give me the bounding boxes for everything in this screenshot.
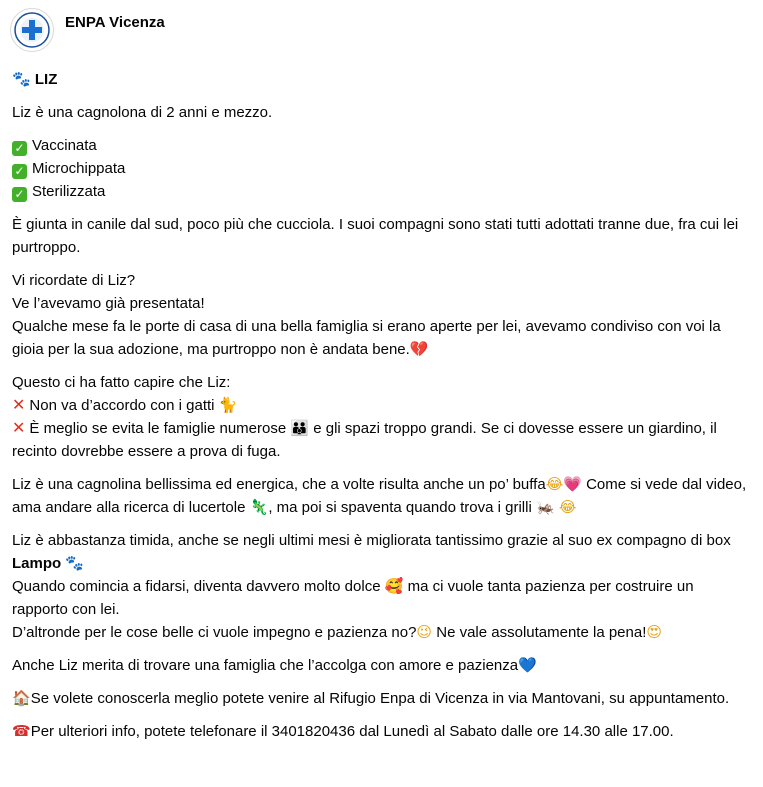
house-icon: 🏠 xyxy=(12,689,31,707)
paw-prints-icon: 🐾 xyxy=(12,70,31,88)
intro-text: Liz è una cagnolona di 2 anni e mezzo. xyxy=(12,104,273,121)
broken-heart-icon: 💔 xyxy=(409,340,429,358)
cricket-icon: 🦗 xyxy=(535,498,555,516)
shy-paragraph: Liz è abbastanza timida, anche se negli ultimi mesi è migliorata tantissimo grazie al suo ex compagno di box Lampo 🐾 Quando comincia a fidarsi, diventa davvero molto dolce 🥰 ma ci vuole tanta pazienza per costruire un rapporto con lei. D’altronde per le cose belle ci vuole impegno e pazienza no?😉 Ne vale assolutamente la pena!😍 xyxy=(12,532,731,641)
cross-mark-icon: ✕ xyxy=(12,397,26,414)
info-paragraph: ☎Per ulteriori info, potete telefonare il 3401820436 dal Lunedì al Sabato dalle ore 14.30 alle 17.00. xyxy=(12,722,674,740)
laughing-face-icon: 😂 xyxy=(558,498,577,516)
black-cat-icon: 🐈 xyxy=(218,396,238,414)
post-title-line xyxy=(12,68,752,91)
arrival-paragraph: È giunta in canile dal sud, poco più che cucciola. I suoi compagni sono stati tutti adottati tranne due, fra cui lei purtroppo. xyxy=(12,216,739,256)
page-name[interactable]: ENPA Vicenza xyxy=(65,14,165,31)
laughing-face-icon: 😂 xyxy=(545,475,564,493)
checklist xyxy=(12,134,752,203)
paw-prints-icon: 🐾 xyxy=(65,554,85,572)
checklist-item: ✓ Sterilizzata xyxy=(12,180,752,203)
visit-paragraph: 🏠Se volete conoscerla meglio potete venire al Rifugio Enpa di Vicenza in via Mantovani, su appuntamento. xyxy=(12,689,730,707)
winking-face-icon: 😉 xyxy=(416,623,433,641)
heart-eyes-face-icon: 😍 xyxy=(646,623,663,641)
smiling-face-with-hearts-icon: 🥰 xyxy=(384,577,404,595)
enpa-logo-icon xyxy=(14,12,50,48)
check-mark-icon: ✓ xyxy=(12,141,27,156)
remember-paragraph: Vi ricordate di Liz? Ve l’avevamo già presentata! Qualche mese fa le porte di casa di una bella famiglia si erano aperte per lei, avevamo condiviso con voi la gioia per la sua adozione, ma purtroppo non è andata bene.💔 xyxy=(12,272,721,358)
checklist-item: ✓ Vaccinata xyxy=(12,134,752,157)
post-body xyxy=(12,68,752,753)
pink-heart-icon: 💗 xyxy=(563,475,582,493)
learned-paragraph: Questo ci ha fatto capire che Liz: ✕ Non va d’accordo con i gatti 🐈 ✕ È meglio se evita le famiglie numerose 👪 e gli spazi troppo grandi. Se ci dovesse essere un giardino, il recinto dovrebbe essere a prova di fuga. xyxy=(12,374,717,460)
energetic-paragraph: Liz è una cagnolina bellissima ed energica, che a volte risulta anche un po’ buffa😂💗 Come si vede dal video, ama andare alla ricerca di lucertole 🦎, ma poi si spaventa quando trova i grilli 🦗 😂 xyxy=(12,475,747,516)
cross-mark-icon: ✕ xyxy=(12,420,26,437)
family-icon: 👪 xyxy=(290,419,310,437)
post-title: LIZ xyxy=(34,71,58,88)
checklist-item: ✓ Microchippata xyxy=(12,157,752,180)
check-mark-icon: ✓ xyxy=(12,187,27,202)
check-mark-icon: ✓ xyxy=(12,164,27,179)
blue-heart-icon: 💙 xyxy=(518,656,537,674)
page-avatar[interactable] xyxy=(10,8,54,52)
telephone-icon: ☎ xyxy=(12,722,31,740)
deserves-paragraph: Anche Liz merita di trovare una famiglia che l’accolga con amore e pazienza💙 xyxy=(12,656,537,674)
lizard-icon: 🦎 xyxy=(249,498,269,516)
